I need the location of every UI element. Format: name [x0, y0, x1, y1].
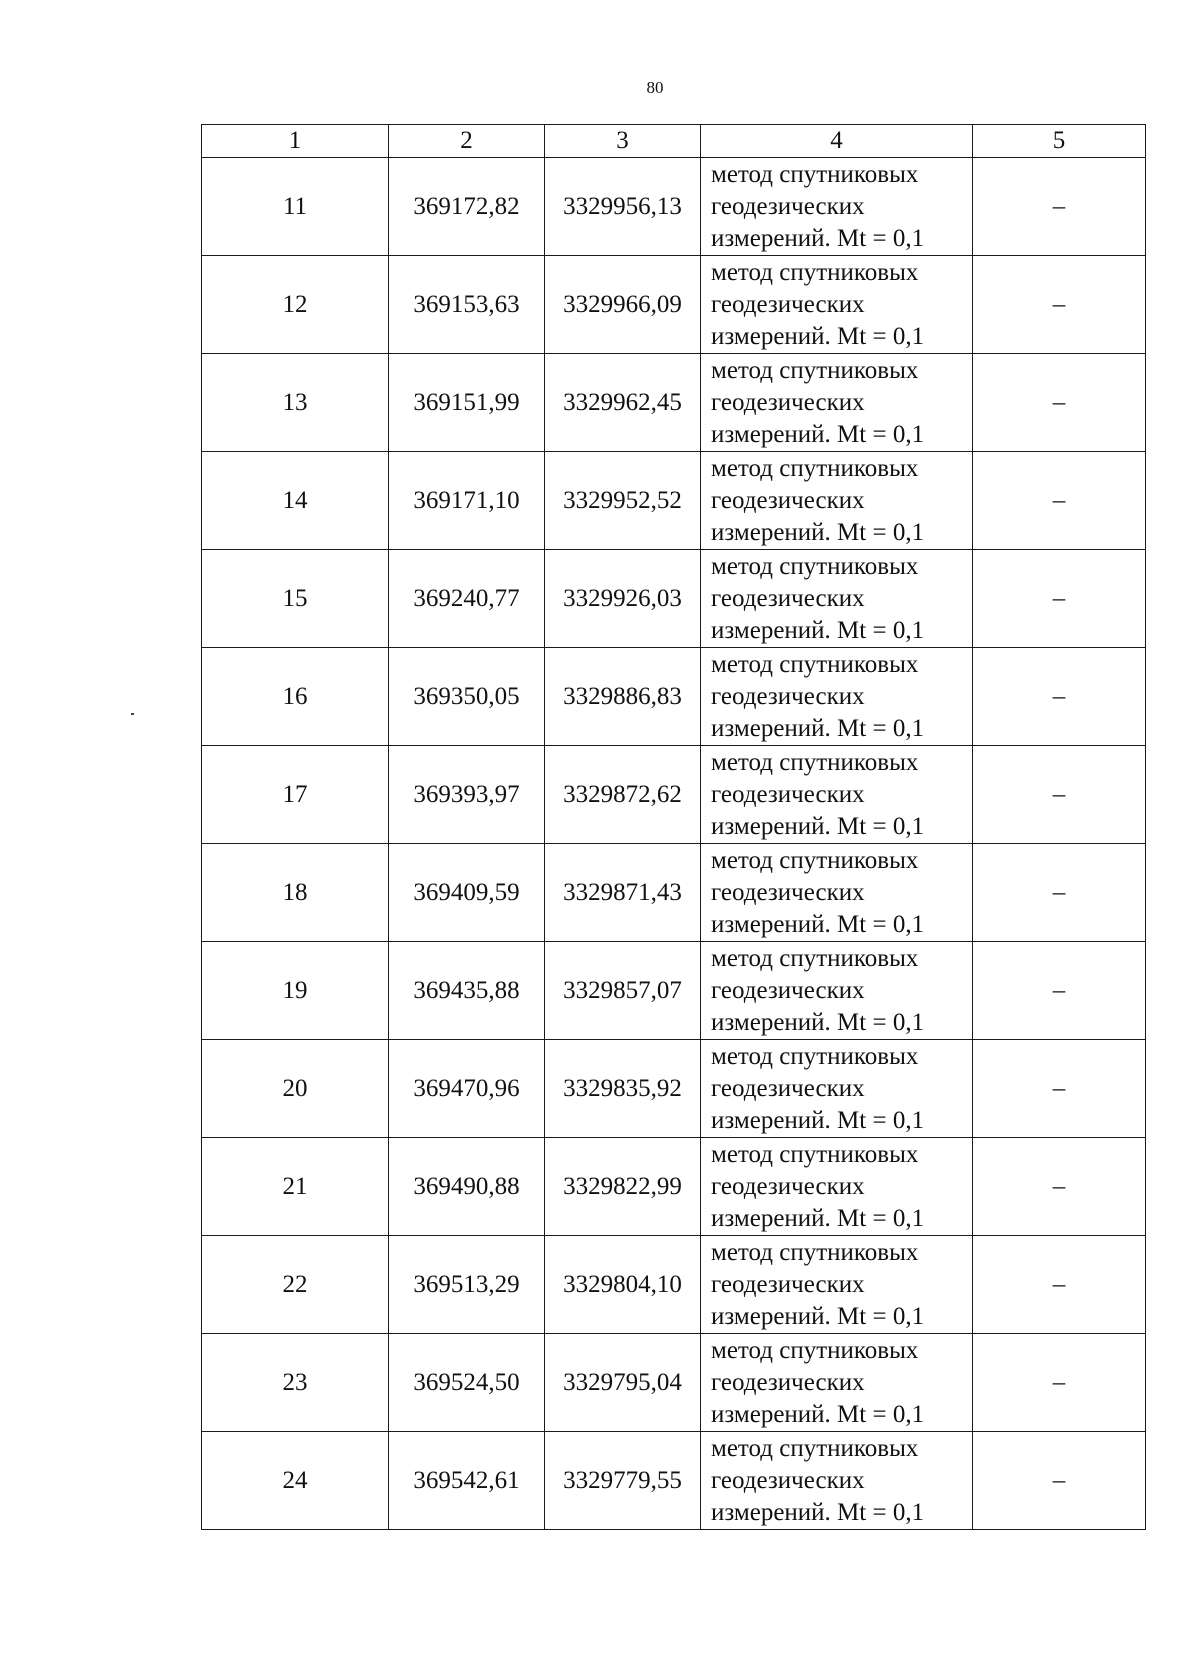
- table-row: [202, 256, 1146, 354]
- method-text-line: геодезических: [711, 1074, 865, 1102]
- method-text-line: геодезических: [711, 1172, 865, 1200]
- x-coordinate-cell: 369153,63: [389, 256, 545, 354]
- y-coordinate-cell: 3329857,07: [545, 942, 701, 1040]
- y-coordinate-cell: 3329795,04: [545, 1334, 701, 1432]
- method-text-line: геодезических: [711, 584, 865, 612]
- x-coordinate-cell: 369172,82: [389, 158, 545, 256]
- method-text-line: геодезических: [711, 976, 865, 1004]
- method-text-line: геодезических: [711, 290, 865, 318]
- method-text-line: метод спутниковых: [711, 1238, 919, 1266]
- point-number-cell: 20: [202, 1040, 389, 1138]
- method-text-line: измерений. Mt = 0,1: [711, 322, 925, 350]
- method-cell: [701, 452, 973, 550]
- method-text-line: метод спутниковых: [711, 748, 919, 776]
- method-text-line: измерений. Mt = 0,1: [711, 1008, 925, 1036]
- table-body: [202, 158, 1146, 1530]
- method-text-line: метод спутниковых: [711, 552, 919, 580]
- note-cell: –: [973, 1040, 1146, 1138]
- method-cell: [701, 1138, 973, 1236]
- table-row: [202, 746, 1146, 844]
- method-text-line: измерений. Mt = 0,1: [711, 1400, 925, 1428]
- column-header-5: 5: [973, 125, 1146, 158]
- point-number-cell: 18: [202, 844, 389, 942]
- method-text-line: геодезических: [711, 682, 865, 710]
- method-text-line: метод спутниковых: [711, 454, 919, 482]
- x-coordinate-cell: 369171,10: [389, 452, 545, 550]
- method-text-line: измерений. Mt = 0,1: [711, 420, 925, 448]
- method-text-line: измерений. Mt = 0,1: [711, 910, 925, 938]
- note-cell: –: [973, 648, 1146, 746]
- note-cell: –: [973, 256, 1146, 354]
- method-text-line: геодезических: [711, 192, 865, 220]
- y-coordinate-cell: 3329822,99: [545, 1138, 701, 1236]
- y-coordinate-cell: 3329886,83: [545, 648, 701, 746]
- point-number-cell: 21: [202, 1138, 389, 1236]
- x-coordinate-cell: 369490,88: [389, 1138, 545, 1236]
- y-coordinate-cell: 3329956,13: [545, 158, 701, 256]
- point-number-cell: 14: [202, 452, 389, 550]
- y-coordinate-cell: 3329966,09: [545, 256, 701, 354]
- x-coordinate-cell: 369470,96: [389, 1040, 545, 1138]
- method-text-line: измерений. Mt = 0,1: [711, 518, 925, 546]
- table-row: [202, 1236, 1146, 1334]
- table-row: [202, 1040, 1146, 1138]
- note-cell: –: [973, 158, 1146, 256]
- column-header-1: 1: [202, 125, 389, 158]
- table-row: [202, 1138, 1146, 1236]
- method-text-line: геодезических: [711, 388, 865, 416]
- note-cell: –: [973, 1138, 1146, 1236]
- x-coordinate-cell: 369151,99: [389, 354, 545, 452]
- method-cell: [701, 1432, 973, 1530]
- table-row: [202, 844, 1146, 942]
- method-text-line: измерений. Mt = 0,1: [711, 616, 925, 644]
- note-cell: –: [973, 452, 1146, 550]
- method-cell: [701, 746, 973, 844]
- method-text-line: измерений. Mt = 0,1: [711, 1106, 925, 1134]
- y-coordinate-cell: 3329872,62: [545, 746, 701, 844]
- table-row: [202, 158, 1146, 256]
- method-cell: [701, 844, 973, 942]
- method-cell: [701, 256, 973, 354]
- method-text-line: геодезических: [711, 780, 865, 808]
- method-cell: [701, 648, 973, 746]
- note-cell: –: [973, 1236, 1146, 1334]
- method-text-line: метод спутниковых: [711, 1336, 919, 1364]
- note-cell: –: [973, 1334, 1146, 1432]
- point-number-cell: 16: [202, 648, 389, 746]
- method-cell: [701, 942, 973, 1040]
- point-number-cell: 22: [202, 1236, 389, 1334]
- y-coordinate-cell: 3329835,92: [545, 1040, 701, 1138]
- y-coordinate-cell: 3329962,45: [545, 354, 701, 452]
- method-text-line: метод спутниковых: [711, 846, 919, 874]
- note-cell: –: [973, 746, 1146, 844]
- point-number-cell: 19: [202, 942, 389, 1040]
- table-row: [202, 942, 1146, 1040]
- point-number-cell: 13: [202, 354, 389, 452]
- y-coordinate-cell: 3329926,03: [545, 550, 701, 648]
- method-text-line: метод спутниковых: [711, 1140, 919, 1168]
- x-coordinate-cell: 369409,59: [389, 844, 545, 942]
- point-number-cell: 12: [202, 256, 389, 354]
- point-number-cell: 17: [202, 746, 389, 844]
- method-text-line: измерений. Mt = 0,1: [711, 1302, 925, 1330]
- stray-mark: [131, 713, 134, 715]
- method-cell: [701, 1334, 973, 1432]
- method-text-line: метод спутниковых: [711, 160, 919, 188]
- method-cell: [701, 158, 973, 256]
- method-cell: [701, 1236, 973, 1334]
- note-cell: –: [973, 1432, 1146, 1530]
- method-text-line: измерений. Mt = 0,1: [711, 812, 925, 840]
- table-row: [202, 648, 1146, 746]
- note-cell: –: [973, 550, 1146, 648]
- note-cell: –: [973, 844, 1146, 942]
- method-text-line: измерений. Mt = 0,1: [711, 714, 925, 742]
- method-text-line: геодезических: [711, 486, 865, 514]
- y-coordinate-cell: 3329779,55: [545, 1432, 701, 1530]
- y-coordinate-cell: 3329952,52: [545, 452, 701, 550]
- point-number-cell: 15: [202, 550, 389, 648]
- method-cell: [701, 1040, 973, 1138]
- x-coordinate-cell: 369240,77: [389, 550, 545, 648]
- method-text-line: геодезических: [711, 1270, 865, 1298]
- point-number-cell: 24: [202, 1432, 389, 1530]
- x-coordinate-cell: 369350,05: [389, 648, 545, 746]
- table-row: [202, 1432, 1146, 1530]
- x-coordinate-cell: 369435,88: [389, 942, 545, 1040]
- column-header-3: 3: [545, 125, 701, 158]
- page-number: 80: [646, 78, 664, 97]
- method-text-line: измерений. Mt = 0,1: [711, 1204, 925, 1232]
- method-text-line: измерений. Mt = 0,1: [711, 224, 925, 252]
- point-number-cell: 23: [202, 1334, 389, 1432]
- table-row: [202, 354, 1146, 452]
- method-cell: [701, 550, 973, 648]
- y-coordinate-cell: 3329804,10: [545, 1236, 701, 1334]
- method-text-line: геодезических: [711, 878, 865, 906]
- method-text-line: геодезических: [711, 1466, 865, 1494]
- method-cell: [701, 354, 973, 452]
- method-text-line: метод спутниковых: [711, 650, 919, 678]
- coordinates-table: [201, 124, 1146, 1530]
- method-text-line: метод спутниковых: [711, 1042, 919, 1070]
- point-number-cell: 11: [202, 158, 389, 256]
- method-text-line: метод спутниковых: [711, 356, 919, 384]
- method-text-line: измерений. Mt = 0,1: [711, 1498, 925, 1526]
- column-header-2: 2: [389, 125, 545, 158]
- header-row: [202, 125, 1146, 158]
- table-row: [202, 550, 1146, 648]
- method-text-line: метод спутниковых: [711, 944, 919, 972]
- table-row: [202, 452, 1146, 550]
- x-coordinate-cell: 369393,97: [389, 746, 545, 844]
- y-coordinate-cell: 3329871,43: [545, 844, 701, 942]
- x-coordinate-cell: 369542,61: [389, 1432, 545, 1530]
- note-cell: –: [973, 354, 1146, 452]
- x-coordinate-cell: 369524,50: [389, 1334, 545, 1432]
- method-text-line: геодезических: [711, 1368, 865, 1396]
- column-header-4: 4: [701, 125, 973, 158]
- table-row: [202, 1334, 1146, 1432]
- note-cell: –: [973, 942, 1146, 1040]
- method-text-line: метод спутниковых: [711, 258, 919, 286]
- method-text-line: метод спутниковых: [711, 1434, 919, 1462]
- x-coordinate-cell: 369513,29: [389, 1236, 545, 1334]
